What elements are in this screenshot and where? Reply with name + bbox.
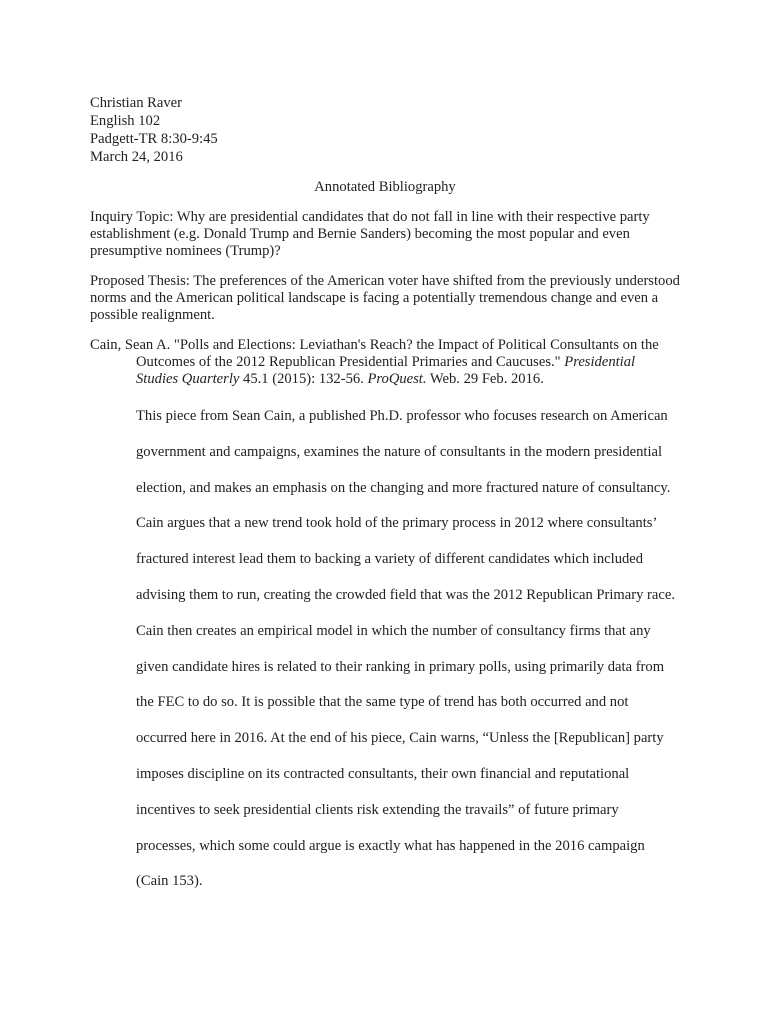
citation-text-2: 45.1 (2015): 132-56. <box>239 371 368 387</box>
annotation-paragraph: This piece from Sean Cain, a published Ph.D. professor who focuses research on American government and campaigns, examines the nature of consultants in the modern presidential election, and makes an emphasis on the changing and more fractured nature of consultancy. Cain argues that a new trend took hold of the primary process in 2012 where consultants’ fractured interest lead them to backing a variety of different candidates which included advising them to run, creating the crowded field that was the 2012 Republican Primary race. Cain then creates an empirical model in which the number of consultancy firms that any given candidate hires is related to their ranking in primary polls, using primarily data from the FEC to do so. It is possible that the same type of trend has both occurred and not occurred here in 2016. At the end of his piece, Cain warns, “Unless the [Republican] party imposes discipline on its contracted consultants, their own financial and reputational incentives to seek presidential clients risk extending the travails” of future primary processes, which some could argue is exactly what has happened in the 2016 campaign (Cain 153). <box>136 408 675 890</box>
document-date: March 24, 2016 <box>90 149 183 165</box>
document-page <box>90 94 680 900</box>
citation-database: ProQuest. <box>367 371 427 387</box>
citation-journal: Presidential Studies Quarterly <box>136 354 636 387</box>
document-title: Annotated Bibliography <box>314 179 456 195</box>
proposed-thesis: Proposed Thesis: The preferences of the American voter have shifted from the previously understood norms and the American political landscape is facing a potentially tremendous change and even a possible realignment. <box>90 273 680 323</box>
citation-entry <box>90 337 680 388</box>
course-section: Padgett-TR 8:30-9:45 <box>90 131 218 147</box>
inquiry-topic: Inquiry Topic: Why are presidential candidates that do not fall in line with their respective party establishment (e.g. Donald Trump and Bernie Sanders) becoming the most popular and even presumptive nominees (Trump)? <box>90 209 650 259</box>
course-name: English 102 <box>90 113 161 129</box>
citation-text-3: Web. 29 Feb. 2016. <box>426 371 544 387</box>
author-name: Christian Raver <box>90 95 183 111</box>
citation-text-1: Cain, Sean A. "Polls and Elections: Leviathan's Reach? the Impact of Political Consultants on the Outcomes of the 2012 Republican Presidential Primaries and Caucuses." <box>90 337 659 370</box>
